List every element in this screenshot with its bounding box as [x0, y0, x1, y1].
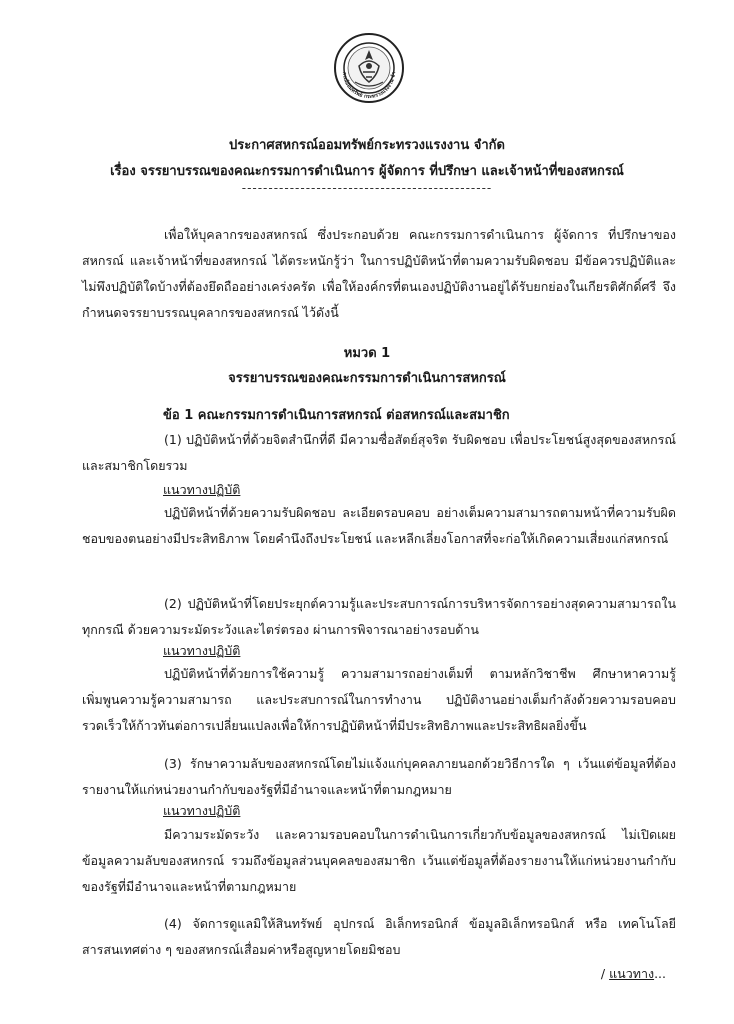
- continuation-next: แนวทาง: [609, 966, 655, 981]
- item-1-text: (1) ปฏิบัติหน้าที่ด้วยจิตสำนึกที่ดี มีความซื่อสัตย์สุจริต รับผิดชอบ เพื่อประโยชน์สูงสุดของสหกรณ์และสมาชิกโดยรวม: [82, 432, 676, 473]
- section-title: ข้อ 1 คณะกรรมการดำเนินการสหกรณ์ ต่อสหกรณ์และสมาชิก: [163, 408, 510, 423]
- seal-caption: กรณ์ออมทรัพย์ กระทรวงแรงงาน จำ: [340, 71, 398, 101]
- announcement-title: ประกาศสหกรณ์ออมทรัพย์กระทรวงแรงงาน จำกัด: [228, 138, 505, 153]
- item-2-text: (2) ปฏิบัติหน้าที่โดยประยุกต์ความรู้และประสบการณ์การบริหารจัดการอย่างสุดความสามารถในทุกกรณี ด้วยความระมัดระวังและไตร่ตรอง ผ่านการพิจารณาอย่างรอบด้าน: [82, 596, 676, 637]
- continuation-marker: [601, 964, 666, 984]
- continuation-prefix: /: [600, 966, 610, 981]
- cooperative-seal-logo: [333, 32, 405, 104]
- item-2-guideline-label: แนวทางปฏิบัติ: [163, 643, 241, 658]
- header-divider: -----------------------------------------------: [241, 181, 493, 195]
- item-3-text: (3) รักษาความลับของสหกรณ์โดยไม่แจ้งแก่บุคคลภายนอกด้วยวิธีการใด ๆ เว้นแต่ข้อมูลที่ต้องรายงานให้แก่หน่วยงานกำกับของรัฐที่มีอำนาจและหน้าที่ตามกฎหมาย: [82, 756, 676, 797]
- announcement-subject: เรื่อง จรรยาบรรณของคณะกรรมการดำเนินการ ผู้จัดการ ที่ปรึกษา และเจ้าหน้าที่ของสหกรณ์: [110, 164, 624, 179]
- item-3-guideline-label: แนวทางปฏิบัติ: [163, 803, 241, 818]
- intro-paragraph: เพื่อให้บุคลากรของสหกรณ์ ซึ่งประกอบด้วย คณะกรรมการดำเนินการ ผู้จัดการ ที่ปรึกษาของสหกรณ์ และเจ้าหน้าที่ของสหกรณ์ ได้ตระหนักรู้ว่า ในการปฏิบัติหน้าที่ตามความรับผิดชอบ มีข้อควรปฏิบัติและไม่พึงปฏิบัติใดบ้างที่ต้องยึดถืออย่างเคร่งครัด เพื่อให้องค์กรที่ตนเองปฏิบัติงานอยู่ได้รับยกย่องในเกียรติศักดิ์ศรี จึงกำหนดจรรยาบรรณบุคลากรของสหกรณ์ ไว้ดังนี้: [82, 227, 676, 320]
- item-1-guideline: ปฏิบัติหน้าที่ด้วยความรับผิดชอบ ละเอียดรอบคอบ อย่างเต็มความสามารถตามหน้าที่ความรับผิดชอบของตนอย่างมีประสิทธิภาพ โดยคำนึงถึงประโยชน์ และหลีกเลี่ยงโอกาสที่จะก่อให้เกิดความเสี่ยงแก่สหกรณ์: [82, 505, 676, 546]
- item-2-guideline: ปฏิบัติหน้าที่ด้วยการใช้ความรู้ ความสามารถอย่างเต็มที่ ตามหลักวิชาชีพ ศึกษาหาความรู้ เพิ่มพูนความรู้ความสามารถ และประสบการณ์ในการทำงาน ปฏิบัติงานอย่างเต็มกำลังด้วยความรอบคอบ รวดเร็วให้ก้าวทันต่อการเปลี่ยนแปลงเพื่อให้การปฏิบัติหน้าที่มีประสิทธิภาพและประสิทธิผลยิ่งขึ้น: [82, 666, 676, 733]
- item-3-guideline: มีความระมัดระวัง และความรอบคอบในการดำเนินการเกี่ยวกับข้อมูลของสหกรณ์ ไม่เปิดเผยข้อมูลความลับของสหกรณ์ รวมถึงข้อมูลส่วนบุคคลของสมาชิก เว้นแต่ข้อมูลที่ต้องรายงานให้แก่หน่วยงานกำกับของรัฐที่มีอำนาจและหน้าที่ตามกฎหมาย: [82, 827, 676, 894]
- chapter-title: จรรยาบรรณของคณะกรรมการดำเนินการสหกรณ์: [228, 371, 506, 386]
- continuation-suffix: ...: [654, 966, 666, 981]
- item-4-text: (4) จัดการดูแลมิให้สินทรัพย์ อุปกรณ์ อิเล็กทรอนิกส์ ข้อมูลอิเล็กทรอนิกส์ หรือ เทคโนโลยีสารสนเทศต่าง ๆ ของสหกรณ์เสื่อมค่าหรือสูญหายโดยมิชอบ: [82, 916, 676, 957]
- chapter-number: หมวด 1: [343, 346, 391, 361]
- item-1-guideline-label: แนวทางปฏิบัติ: [163, 482, 241, 497]
